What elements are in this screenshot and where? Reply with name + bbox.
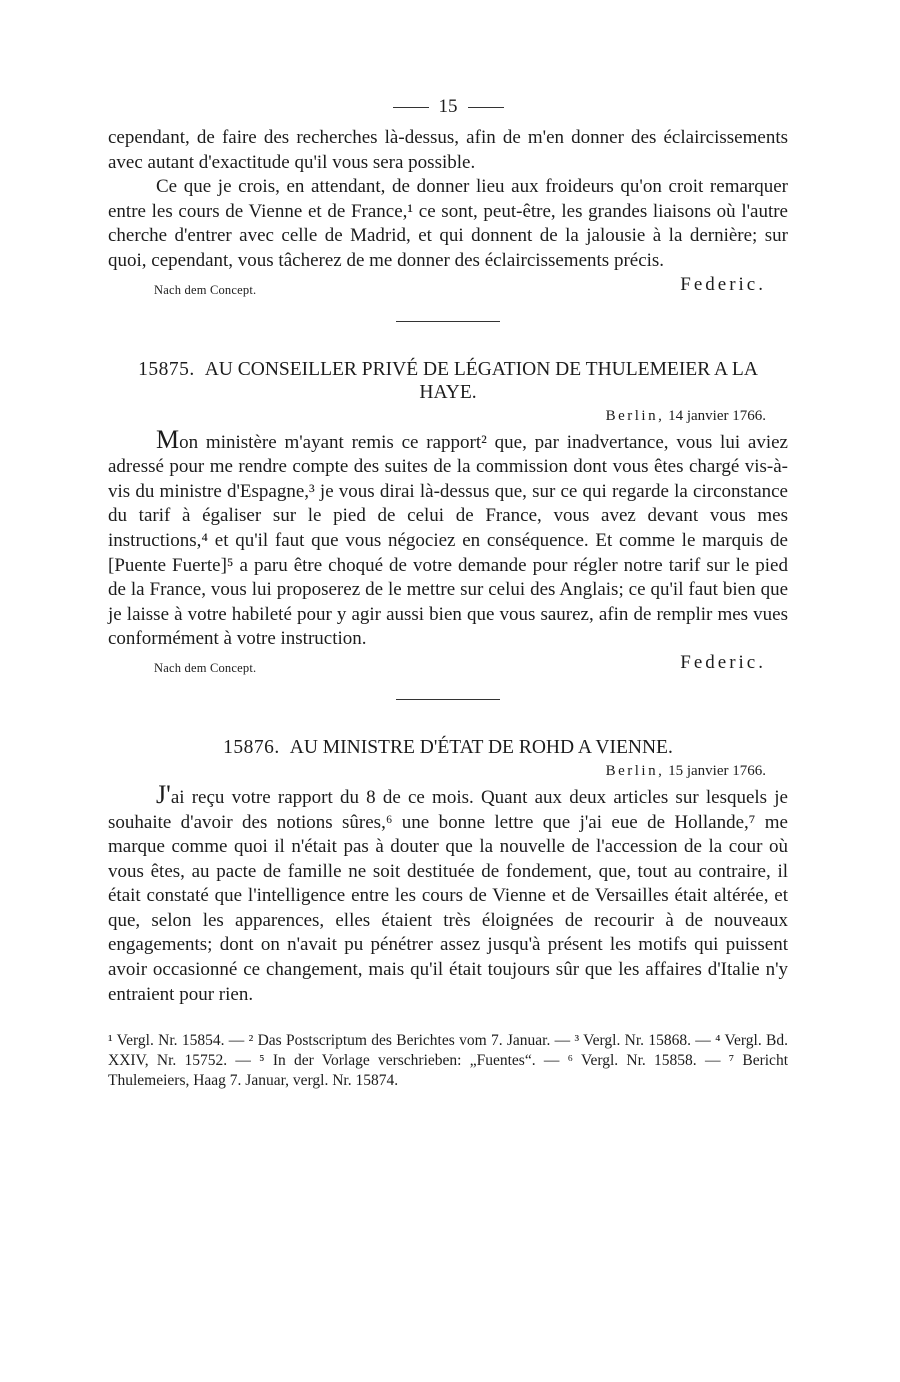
letter-15875: [108, 358, 788, 682]
letter-number: 15875.: [138, 358, 195, 380]
page-number-dash-right: [468, 107, 504, 108]
letter-signature-row: [108, 652, 788, 682]
letter-number: 15876.: [223, 736, 280, 758]
letter-addressee: AU CONSEILLER PRIVÉ DE LÉGATION DE THULEMEIER A LA HAYE.: [204, 358, 758, 403]
letter-dateline: [108, 404, 788, 428]
letter-dateline: [108, 759, 788, 783]
document-page: [108, 90, 788, 1091]
date-place: Berlin,: [605, 762, 665, 779]
date: 15 janvier 1766.: [668, 762, 766, 779]
intro-paragraph: cependant, de faire des recherches là-dessus, afin de m'en donner des éclaircissements avec autant d'exactitude qu'il vous sera possible.: [108, 127, 788, 173]
source-note: Nach dem Concept.: [154, 282, 257, 297]
section-divider: [396, 321, 500, 322]
letter-heading: [108, 736, 788, 759]
intro-paragraph: Ce que je crois, en attendant, de donner lieu aux froideurs qu'on croit remarquer entre les cours de Vienne et de France,¹ ce sont, peut-être, les grandes liaisons où l'autre cherche d'entrer avec celle de Madrid, et qui donnent de la jalousie à la dernière; sur quoi, cependant, vous tâcherez de me donner des éclaircissements précis.: [108, 176, 788, 271]
letter-15876: [108, 736, 788, 1007]
date: 14 janvier 1766.: [668, 407, 766, 424]
date-place: Berlin,: [605, 407, 665, 424]
page-number: 15: [108, 90, 788, 124]
page-number-dash-left: [393, 107, 429, 108]
letter-body: Mon ministère m'ayant remis ce rapport² que, par inadvertance, vous lui aviez adressé pour me rendre compte des suites de la commission dont vous êtes chargé vis-à-vis du ministre d'Espagne,³ je vous dirai là-dessus que, sur ce qui regarde la circonstance du tarif à égaliser sur le pied de celui de France, vous avez devant vous mes instructions,⁴ et qu'il faut que vous négociez en conséquence. Et comme le marquis de [Puente Fuerte]⁵ a paru être choqué de votre demande pour régler notre tarif sur le pied de la France, vous lui proposerez de le mettre sur celui des Anglais; ce qu'il faut bien que je laisse à votre habileté pour y agir aussi bien que vous saurez, afin de remplir mes vues conformément à votre instruction.: [108, 424, 788, 650]
signature: Federic.: [680, 273, 766, 295]
source-note: Nach dem Concept.: [154, 660, 257, 675]
signature: Federic.: [680, 651, 766, 673]
intro-signature-row: [108, 274, 788, 304]
letter-heading: [108, 358, 788, 404]
footnotes: ¹ Vergl. Nr. 15854. — ² Das Postscriptum des Berichtes vom 7. Januar. — ³ Vergl. Nr. 15868. — ⁴ Vergl. Bd. XXIV, Nr. 15752. — ⁵ In der Vorlage verschrieben: „Fuentes“. — ⁶ Vergl. Nr. 15858. — ⁷ Bericht Thulemeiers, Haag 7. Januar, vergl. Nr. 15874.: [108, 1032, 788, 1090]
section-divider: [396, 699, 500, 700]
letter-addressee: AU MINISTRE D'ÉTAT DE ROHD A VIENNE.: [289, 736, 673, 758]
letter-body: J'ai reçu votre rapport du 8 de ce mois. Quant aux deux articles sur lesquels je souhaite d'avoir des notions sûres,⁶ une bonne lettre que j'ai eue de Hollande,⁷ me marque comme quoi il n'était pas à douter que la nouvelle de l'accession de la cour où vous êtes, au pacte de famille ne soit destituée de fondement, que, tout au contraire, il était constaté que l'intelligence entre les cours de Vienne et de Versailles était altérée, et que, selon les apparences, elles étaient très éloignées de recourir à de nouveaux engagements; dont on n'avait pu pénétrer assez jusqu'à présent les motifs qui puissent avoir occasionné ce changement, mais qu'il était toujours sûr que les affaires d'Italie n'y entraient pour rien.: [108, 779, 788, 1005]
